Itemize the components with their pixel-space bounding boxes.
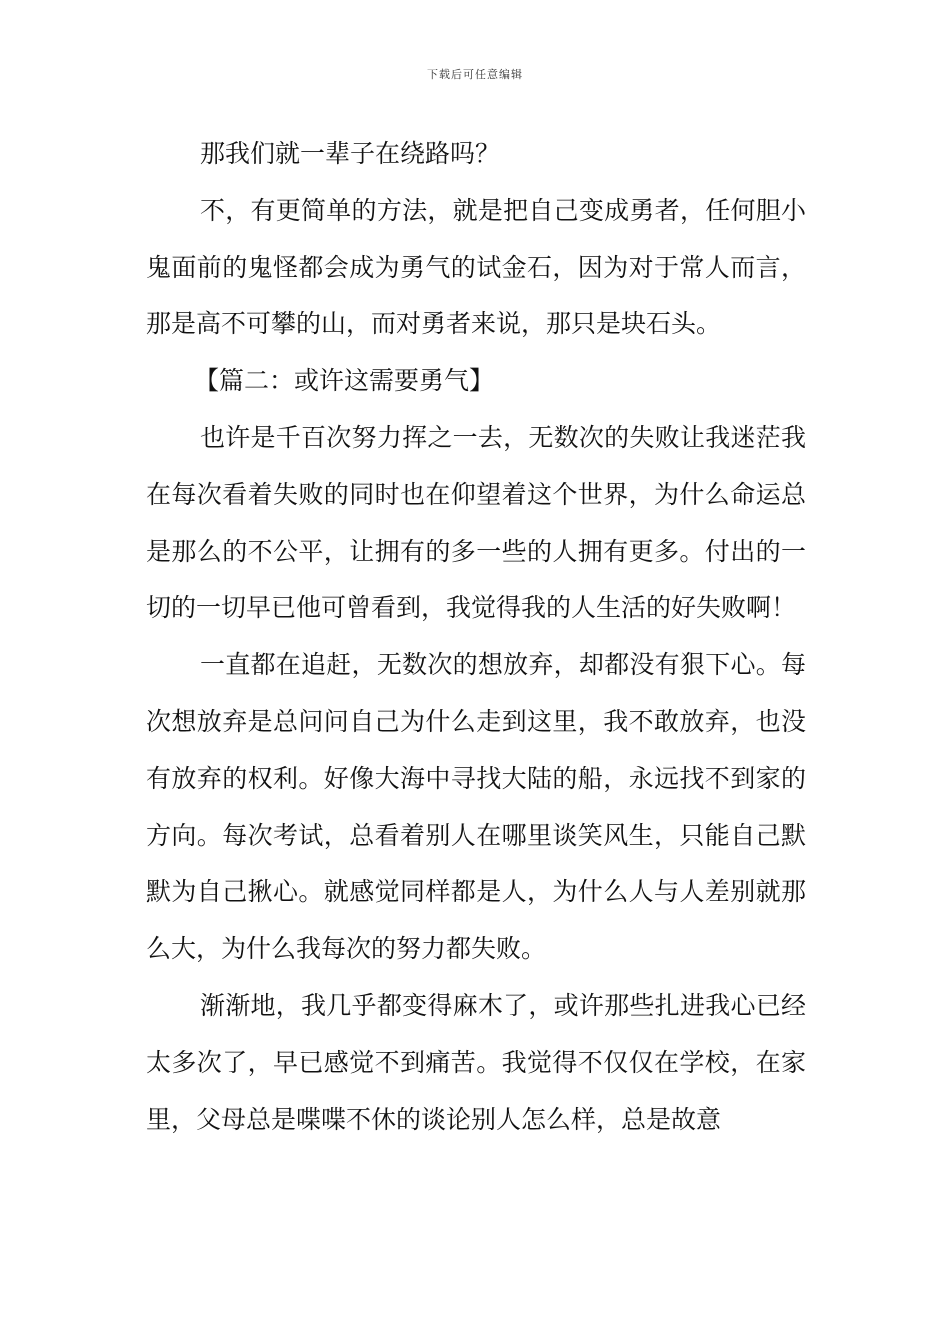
paragraph-3: 也许是千百次努力挥之一去，无数次的失败让我迷茫我在每次看着失败的同时也在仰望着这个世界，为什么命运总是那么的不公平，让拥有的多一些的人拥有更多。付出的一切的一切早已他可曾看到，我觉得我的人生活的好失败啊！ bbox=[146, 422, 806, 623]
paragraph-1: 那我们就一辈子在绕路吗？ bbox=[200, 139, 501, 168]
paragraph-2: 不，有更简单的方法，就是把自己变成勇者，任何胆小鬼面前的鬼怪都会成为勇气的试金石，因为对于常人而言，那是高不可攀的山，而对勇者来说，那只是块石头。 bbox=[146, 195, 806, 339]
paragraph-4: 一直都在追赶，无数次的想放弃，却都没有狠下心。每次想放弃是总问问自己为什么走到这里，我不敢放弃，也没有放弃的权利。好像大海中寻找大陆的船，永远找不到家的方向。每次考试，总看着别人在哪里谈笑风生，只能自己默默为自己揪心。就感觉同样都是人，为什么人与人差别就那么大，为什么我每次的努力都失败。 bbox=[146, 650, 806, 964]
document-body bbox=[146, 126, 806, 1148]
section-heading: 【篇二：或许这需要勇气】 bbox=[194, 366, 495, 396]
paragraph-5: 渐渐地，我几乎都变得麻木了，或许那些扎进我心已经太多次了，早已感觉不到痛苦。我觉得不仅仅在学校，在家里，父母总是喋喋不休的谈论别人怎么样，总是故意 bbox=[146, 990, 806, 1134]
header-note: 下载后可任意编辑 bbox=[427, 68, 523, 81]
